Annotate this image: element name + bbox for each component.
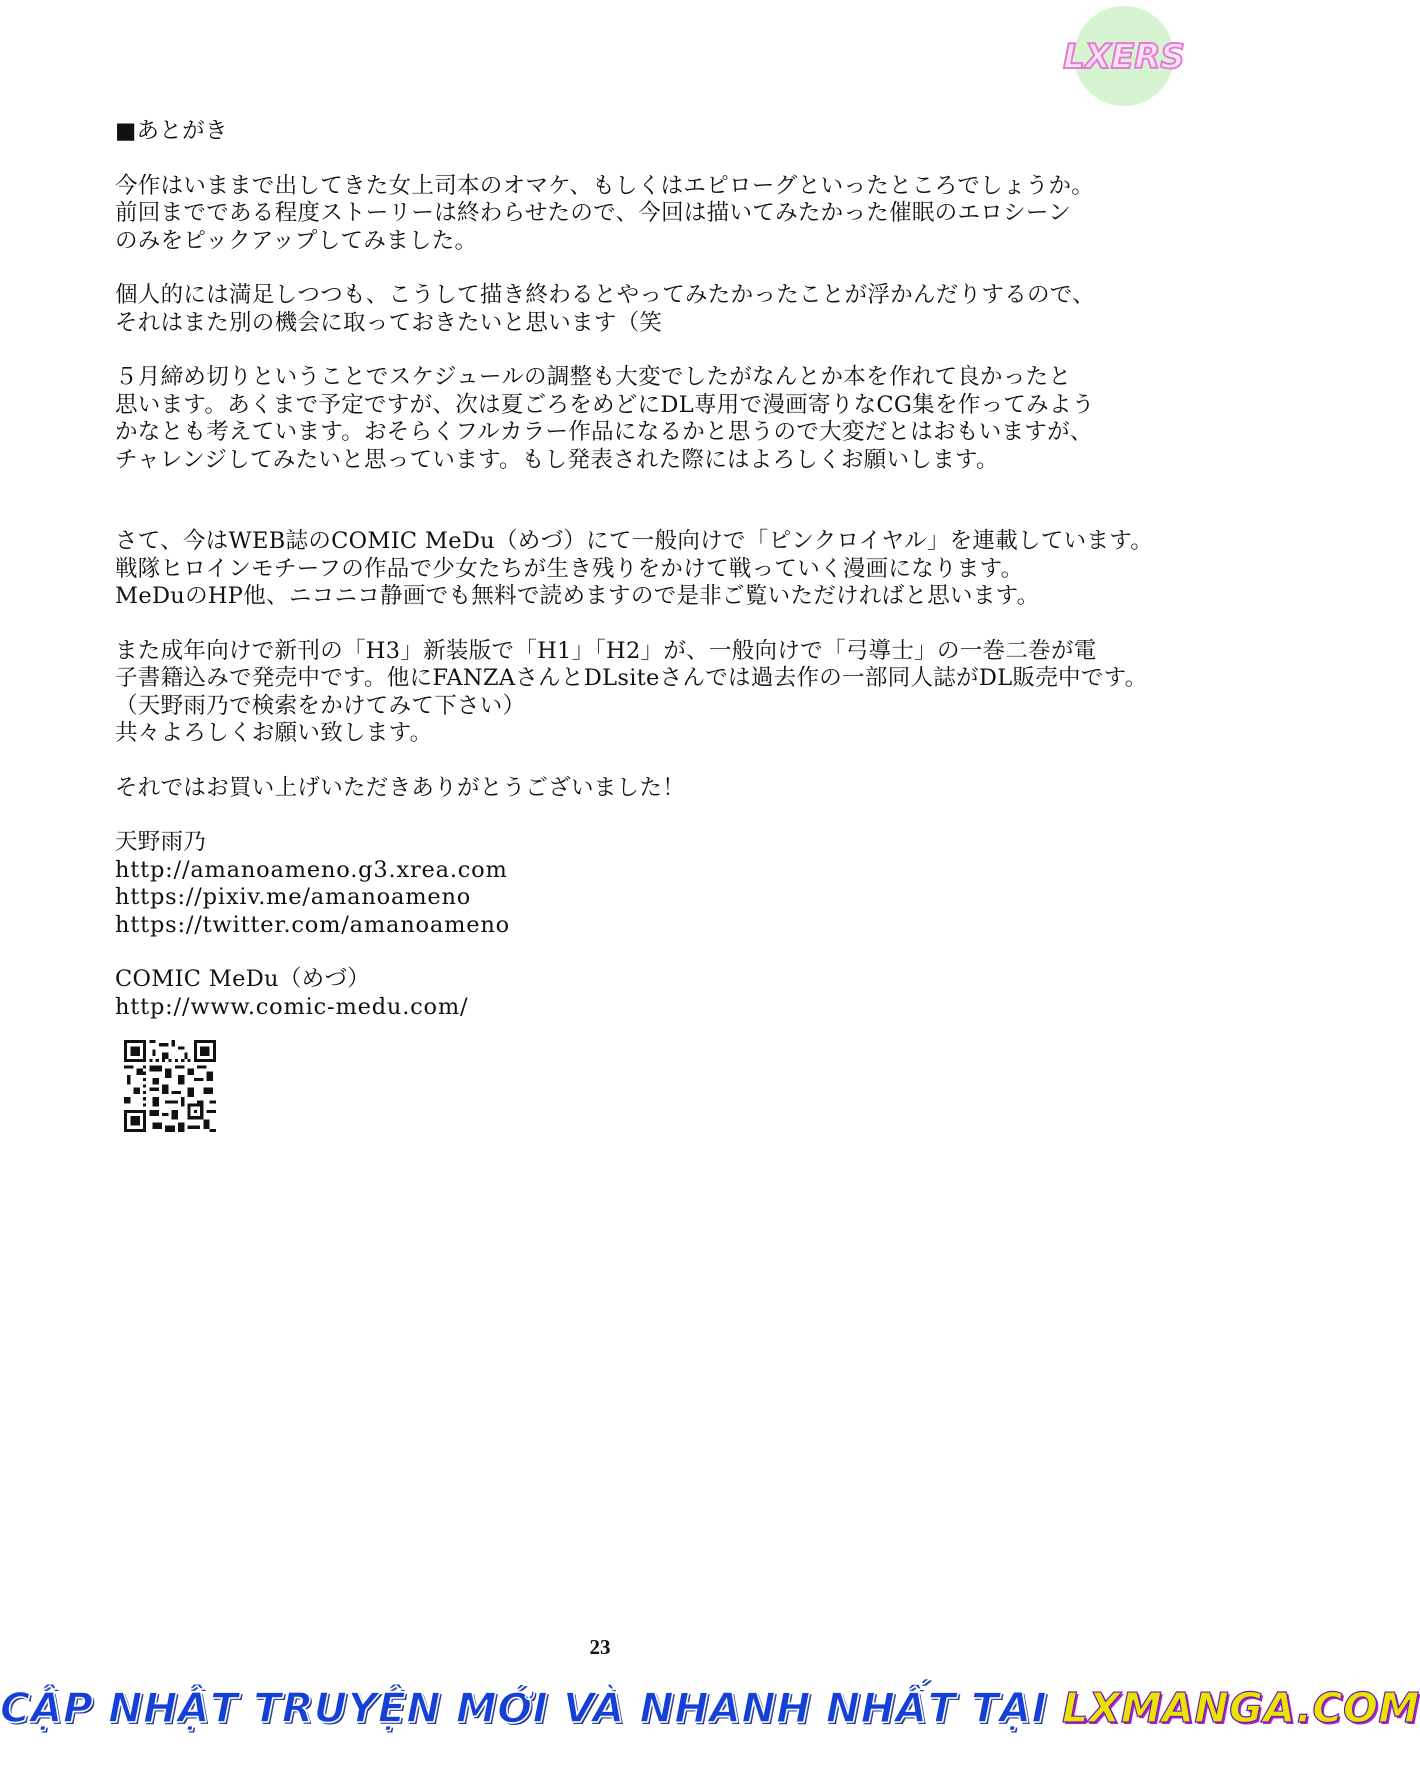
text-line: ５月締め切りということでスケジュールの調整も大変でしたがなんとか本を作れて良かったと xyxy=(115,364,1072,390)
text-line: さて、今はWEB誌のCOMIC MeDu（めづ）にて一般向けで「ピンクロイヤル」を連載しています。 xyxy=(115,528,1154,554)
afterword-heading: ■あとがき xyxy=(115,118,228,144)
text-line: 個人的には満足しつつも、こうして描き終わるとやってみたかったことが浮かんだりするので、 xyxy=(115,282,1095,308)
text-line: のみをピックアップしてみました。 xyxy=(115,227,478,254)
text-line: 子書籍込みで発売中です。他にFANZAさんとDLsiteさんでは過去作の一部同人誌がDL販売中です。 xyxy=(115,665,1148,691)
text-line: 前回までである程度ストーリーは終わらせたので、今回は描いてみたかった催眠のエロシーン xyxy=(115,200,1072,226)
page-number: 23 xyxy=(589,1635,611,1659)
text-line: 今作はいままで出してきた女上司本のオマケ、もしくはエピローグといったところでしょうか。 xyxy=(115,172,1095,199)
magazine-block xyxy=(115,966,1125,1021)
lxers-logo-text: LXERS xyxy=(1063,37,1185,77)
text-line: かなとも考えています。おそらくフルカラー作品になるかと思うので大変だとはおもいますが、 xyxy=(115,419,1093,445)
text-line: また成年向けで新刊の「H3」新装版で「H1」「H2」が、一般向けで「弓導士」の一巻二巻が電 xyxy=(115,637,1097,664)
lxers-logo xyxy=(1060,6,1188,106)
afterword-text xyxy=(115,118,1154,1048)
paragraph-intro xyxy=(115,173,1125,256)
text-line: MeDuのHP他、ニコニコ静画でも無料で読めますので是非ご覧いただければと思います。 xyxy=(115,583,1040,609)
text-line: 戦隊ヒロインモチーフの作品で少女たちが生き残りをかけて戦っていく漫画になります。 xyxy=(115,555,1024,582)
paragraph-releases xyxy=(115,637,1148,748)
text-line: （天野雨乃で検索をかけてみて下さい） xyxy=(115,692,526,719)
site-promo-banner[interactable] xyxy=(0,1678,1420,1738)
paragraph-thoughts xyxy=(115,282,1125,337)
paragraph-serial xyxy=(115,528,1154,611)
paragraph-thanks xyxy=(115,775,1125,803)
author-name: 天野雨乃 xyxy=(115,829,207,855)
author-block xyxy=(115,829,1125,939)
magazine-name: COMIC MeDu（めづ） xyxy=(115,966,371,992)
banner-site-text[interactable]: LXMANGA.COM xyxy=(1062,1684,1420,1732)
magazine-link[interactable]: http://www.comic-medu.com/ xyxy=(115,993,469,1020)
text-line: それではお買い上げいただきありがとうございました！ xyxy=(115,774,686,801)
banner-main-text: CẬP NHẬT TRUYỆN MỚI VÀ NHANH NHẤT TẠI xyxy=(0,1684,1048,1732)
text-line: 共々よろしくお願い致します。 xyxy=(115,720,433,746)
paragraph-plans xyxy=(115,364,1125,474)
text-line: 思います。あくまで予定ですが、次は夏ごろをめどにDL専用で漫画寄りなCG集を作ってみよう xyxy=(115,391,1095,418)
author-pixiv-link[interactable]: https://pixiv.me/amanoameno xyxy=(115,884,472,910)
text-line: それはまた別の機会に取っておきたいと思います（笑 xyxy=(115,309,663,336)
qr-code xyxy=(124,1040,216,1132)
text-line: チャレンジしてみたいと思っています。もし発表された際にはよろしくお願いします。 xyxy=(115,446,999,473)
author-twitter-link[interactable]: https://twitter.com/amanoameno xyxy=(115,911,510,938)
author-website-link[interactable]: http://amanoameno.g3.xrea.com xyxy=(115,856,508,883)
